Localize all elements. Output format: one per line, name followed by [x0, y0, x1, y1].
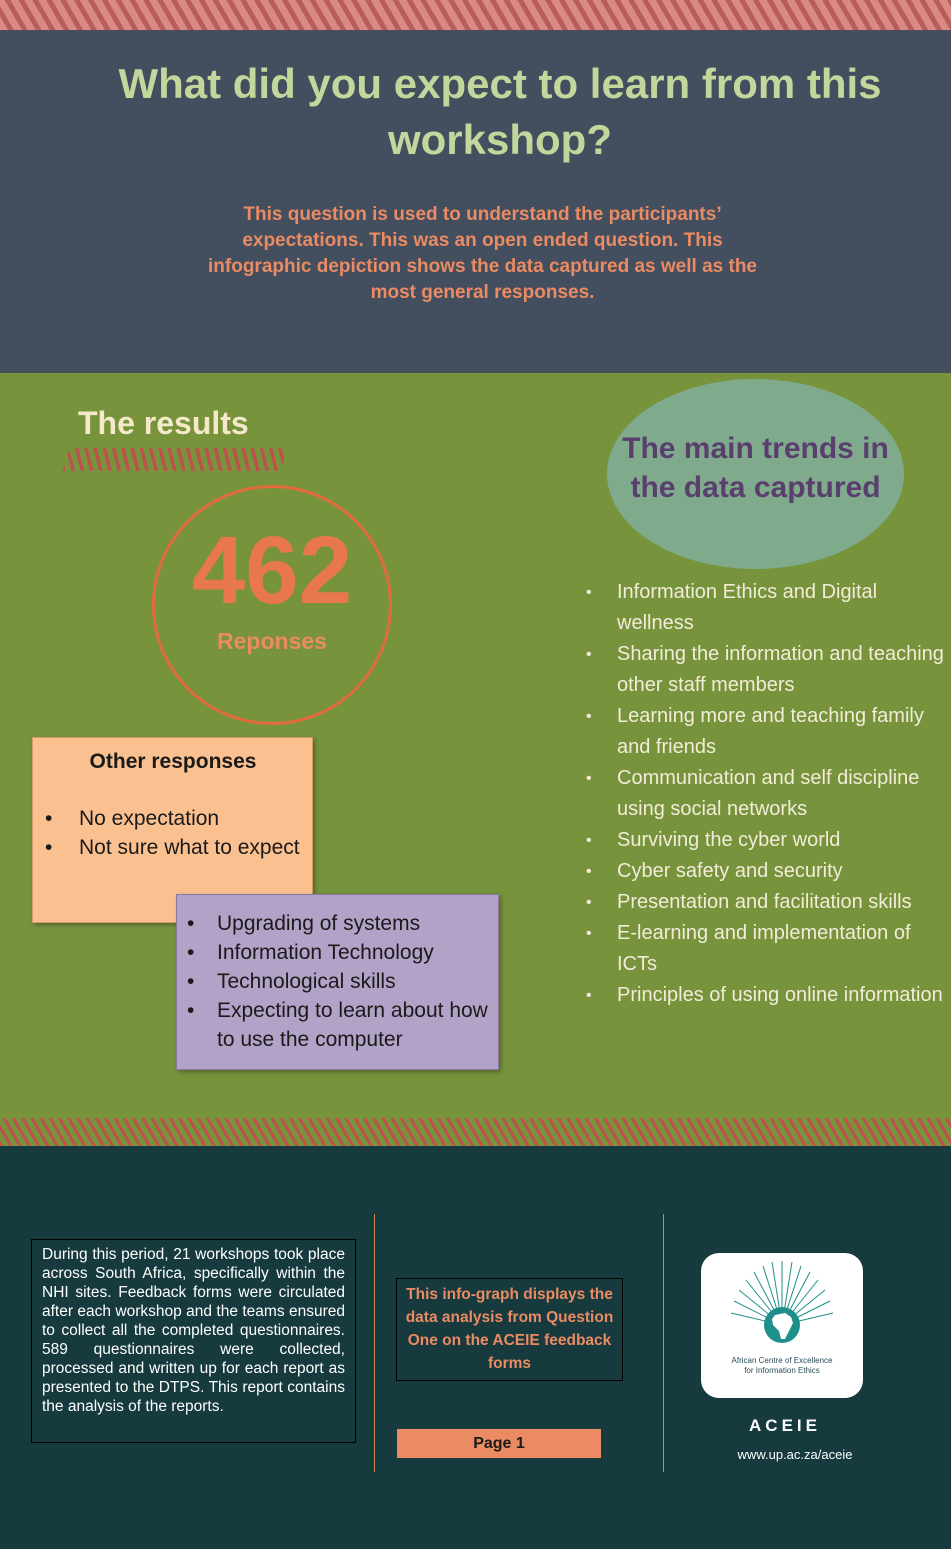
technology-responses-box	[176, 894, 499, 1070]
other-responses-title: Other responses	[89, 750, 257, 773]
list-item: • Learning more and teaching family and friends	[586, 701, 946, 763]
list-item: • Information Ethics and Digital wellness	[586, 577, 946, 639]
list-item: • Cyber safety and security	[586, 856, 946, 887]
results-section	[0, 373, 951, 1118]
trends-oval	[607, 379, 904, 569]
other-responses-list	[45, 804, 310, 862]
top-stripe-decoration	[0, 0, 951, 30]
list-item: • Communication and self discipline using social networks	[586, 763, 946, 825]
page-title: What did you expect to learn from this workshop?	[118, 60, 882, 163]
africa-sunburst-icon	[701, 1253, 863, 1353]
list-item: • Information Technology	[187, 938, 497, 967]
infograph-description: This info-graph displays the data analysis from Question One on the ACEIE feedback forms	[396, 1278, 623, 1381]
technology-responses-list	[187, 909, 497, 1054]
divider	[663, 1214, 664, 1472]
list-item: • Sharing the information and teaching other staff members	[586, 639, 946, 701]
response-count-circle	[152, 485, 392, 725]
header-section	[0, 30, 951, 373]
list-item: • Technological skills	[187, 967, 497, 996]
page-subtitle: This question is used to understand the participants’ expectations. This was an open ended question. This infographic depiction shows the data captured as well as the most general responses.	[208, 204, 757, 303]
response-count: 462	[191, 517, 353, 624]
logo-caption: African Centre of Excellence for Information Ethics	[731, 1356, 833, 1375]
list-item: • No expectation	[45, 804, 310, 833]
website-url[interactable]: www.up.ac.za/aceie	[737, 1447, 853, 1462]
aceie-logo	[701, 1253, 863, 1398]
list-item: • Presentation and facilitation skills	[586, 887, 946, 918]
brand-name: ACEIE	[749, 1416, 821, 1435]
results-title: The results	[78, 405, 249, 441]
response-count-label: Reponses	[217, 628, 327, 654]
list-item: • E-learning and implementation of ICTs	[586, 918, 946, 980]
list-item: • Principles of using online information	[586, 980, 946, 1011]
footer-section	[0, 1146, 951, 1549]
trends-list	[586, 577, 946, 1011]
divider	[374, 1214, 375, 1472]
list-item: • Expecting to learn about how to use the computer	[187, 996, 497, 1054]
results-stripe-decoration	[62, 448, 287, 471]
list-item: • Surviving the cyber world	[586, 825, 946, 856]
workshop-summary: During this period, 21 workshops took place across South Africa, specifically within the NHI sites. Feedback forms were circulated after each workshop and the teams ensured to collect all the completed questionnaires. 589 questionnaires were collected, processed and written up for each report as presented to the DTPS. This report contains the analysis of the reports.	[31, 1239, 356, 1443]
trends-title: The main trends in the data captured	[622, 432, 889, 504]
bottom-stripe-decoration	[0, 1118, 951, 1146]
list-item: • Not sure what to expect	[45, 833, 310, 862]
list-item: • Upgrading of systems	[187, 909, 497, 938]
page-number: Page 1	[397, 1429, 601, 1458]
